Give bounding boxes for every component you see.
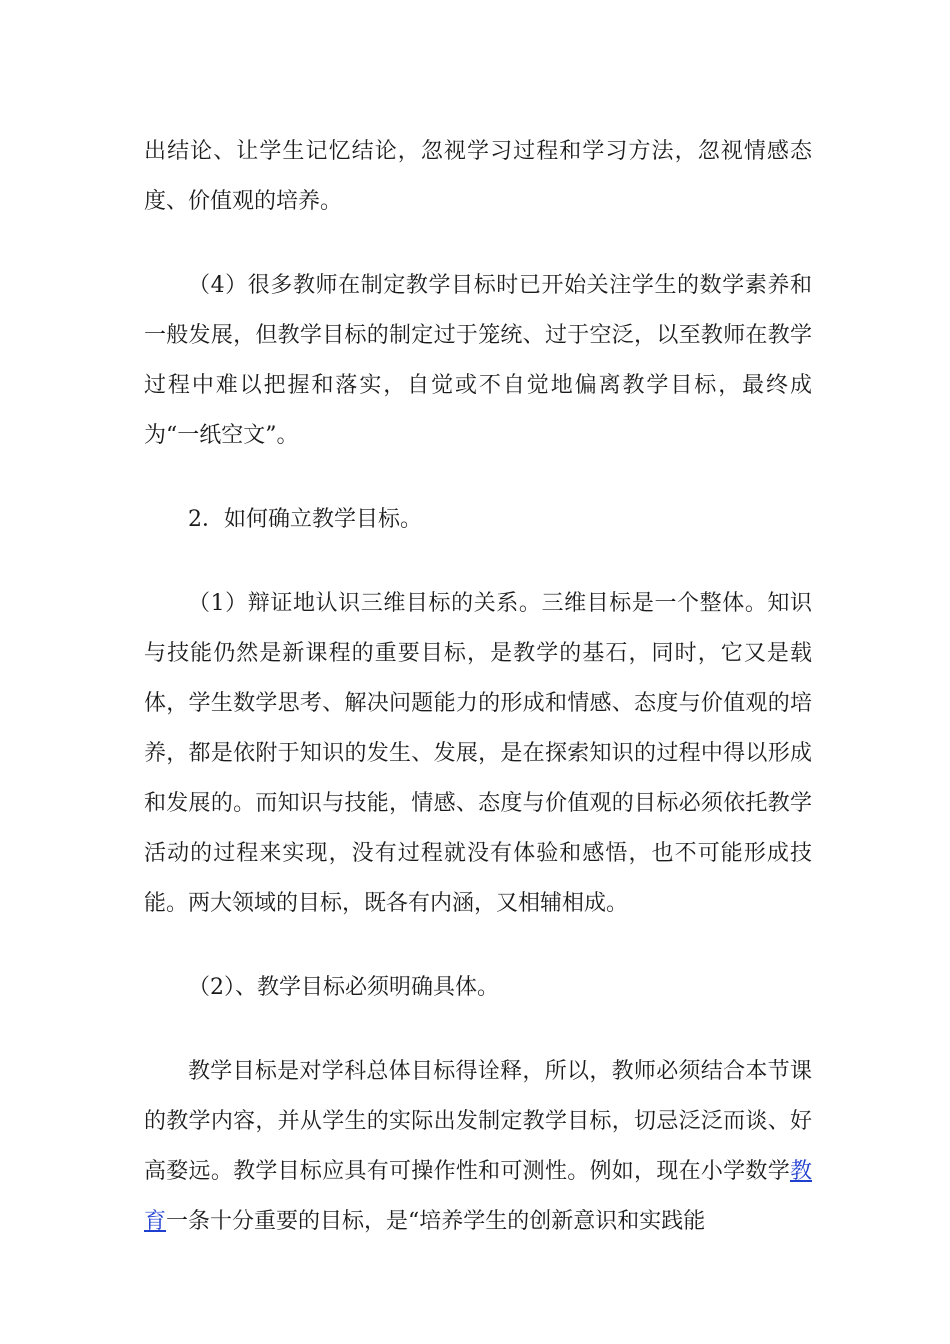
section-heading-2: 2．如何确立教学目标。 (188, 507, 422, 532)
paragraph-text-before-link: 教学目标是对学科总体目标得诠释，所以，教师必须结合本节课的教学内容，并从学生的实际出发制定教学目标，切忌泛泛而谈、好高婺远。教学目标应具有可操作性和可测性。例如，现在小学数学 (144, 1059, 812, 1184)
paragraph-goal-explanation (144, 1047, 812, 1247)
paragraph-text-after-link: 一条十分重要的目标，是“培养学生的创新意识和实践能 (166, 1209, 706, 1234)
document-body (144, 127, 812, 1247)
paragraph-point-2: （2）、教学目标必须明确具体。 (188, 975, 499, 1000)
education-link[interactable]: 教育 (144, 1159, 812, 1234)
paragraph-point-4: （4）很多教师在制定教学目标时已开始关注学生的数学素养和一般发展，但教学目标的制定过于笼统、过于空泛，以至教师在教学过程中难以把握和落实，自觉或不自觉地偏离教学目标，最终成为“一纸空文”。 (144, 273, 812, 448)
paragraph-continuation: 出结论、让学生记忆结论，忽视学习过程和学习方法，忽视情感态度、价值观的培养。 (144, 139, 812, 214)
paragraph-point-1: （1）辩证地认识三维目标的关系。三维目标是一个整体。知识与技能仍然是新课程的重要目标，是教学的基石，同时，它又是载体，学生数学思考、解决问题能力的形成和情感、态度与价值观的培养，都是依附于知识的发生、发展，是在探索知识的过程中得以形成和发展的。而知识与技能，情感、态度与价值观的目标必须依托教学活动的过程来实现，没有过程就没有体验和感悟，也不可能形成技能。两大领域的目标，既各有内涵，又相辅相成。 (144, 591, 812, 916)
